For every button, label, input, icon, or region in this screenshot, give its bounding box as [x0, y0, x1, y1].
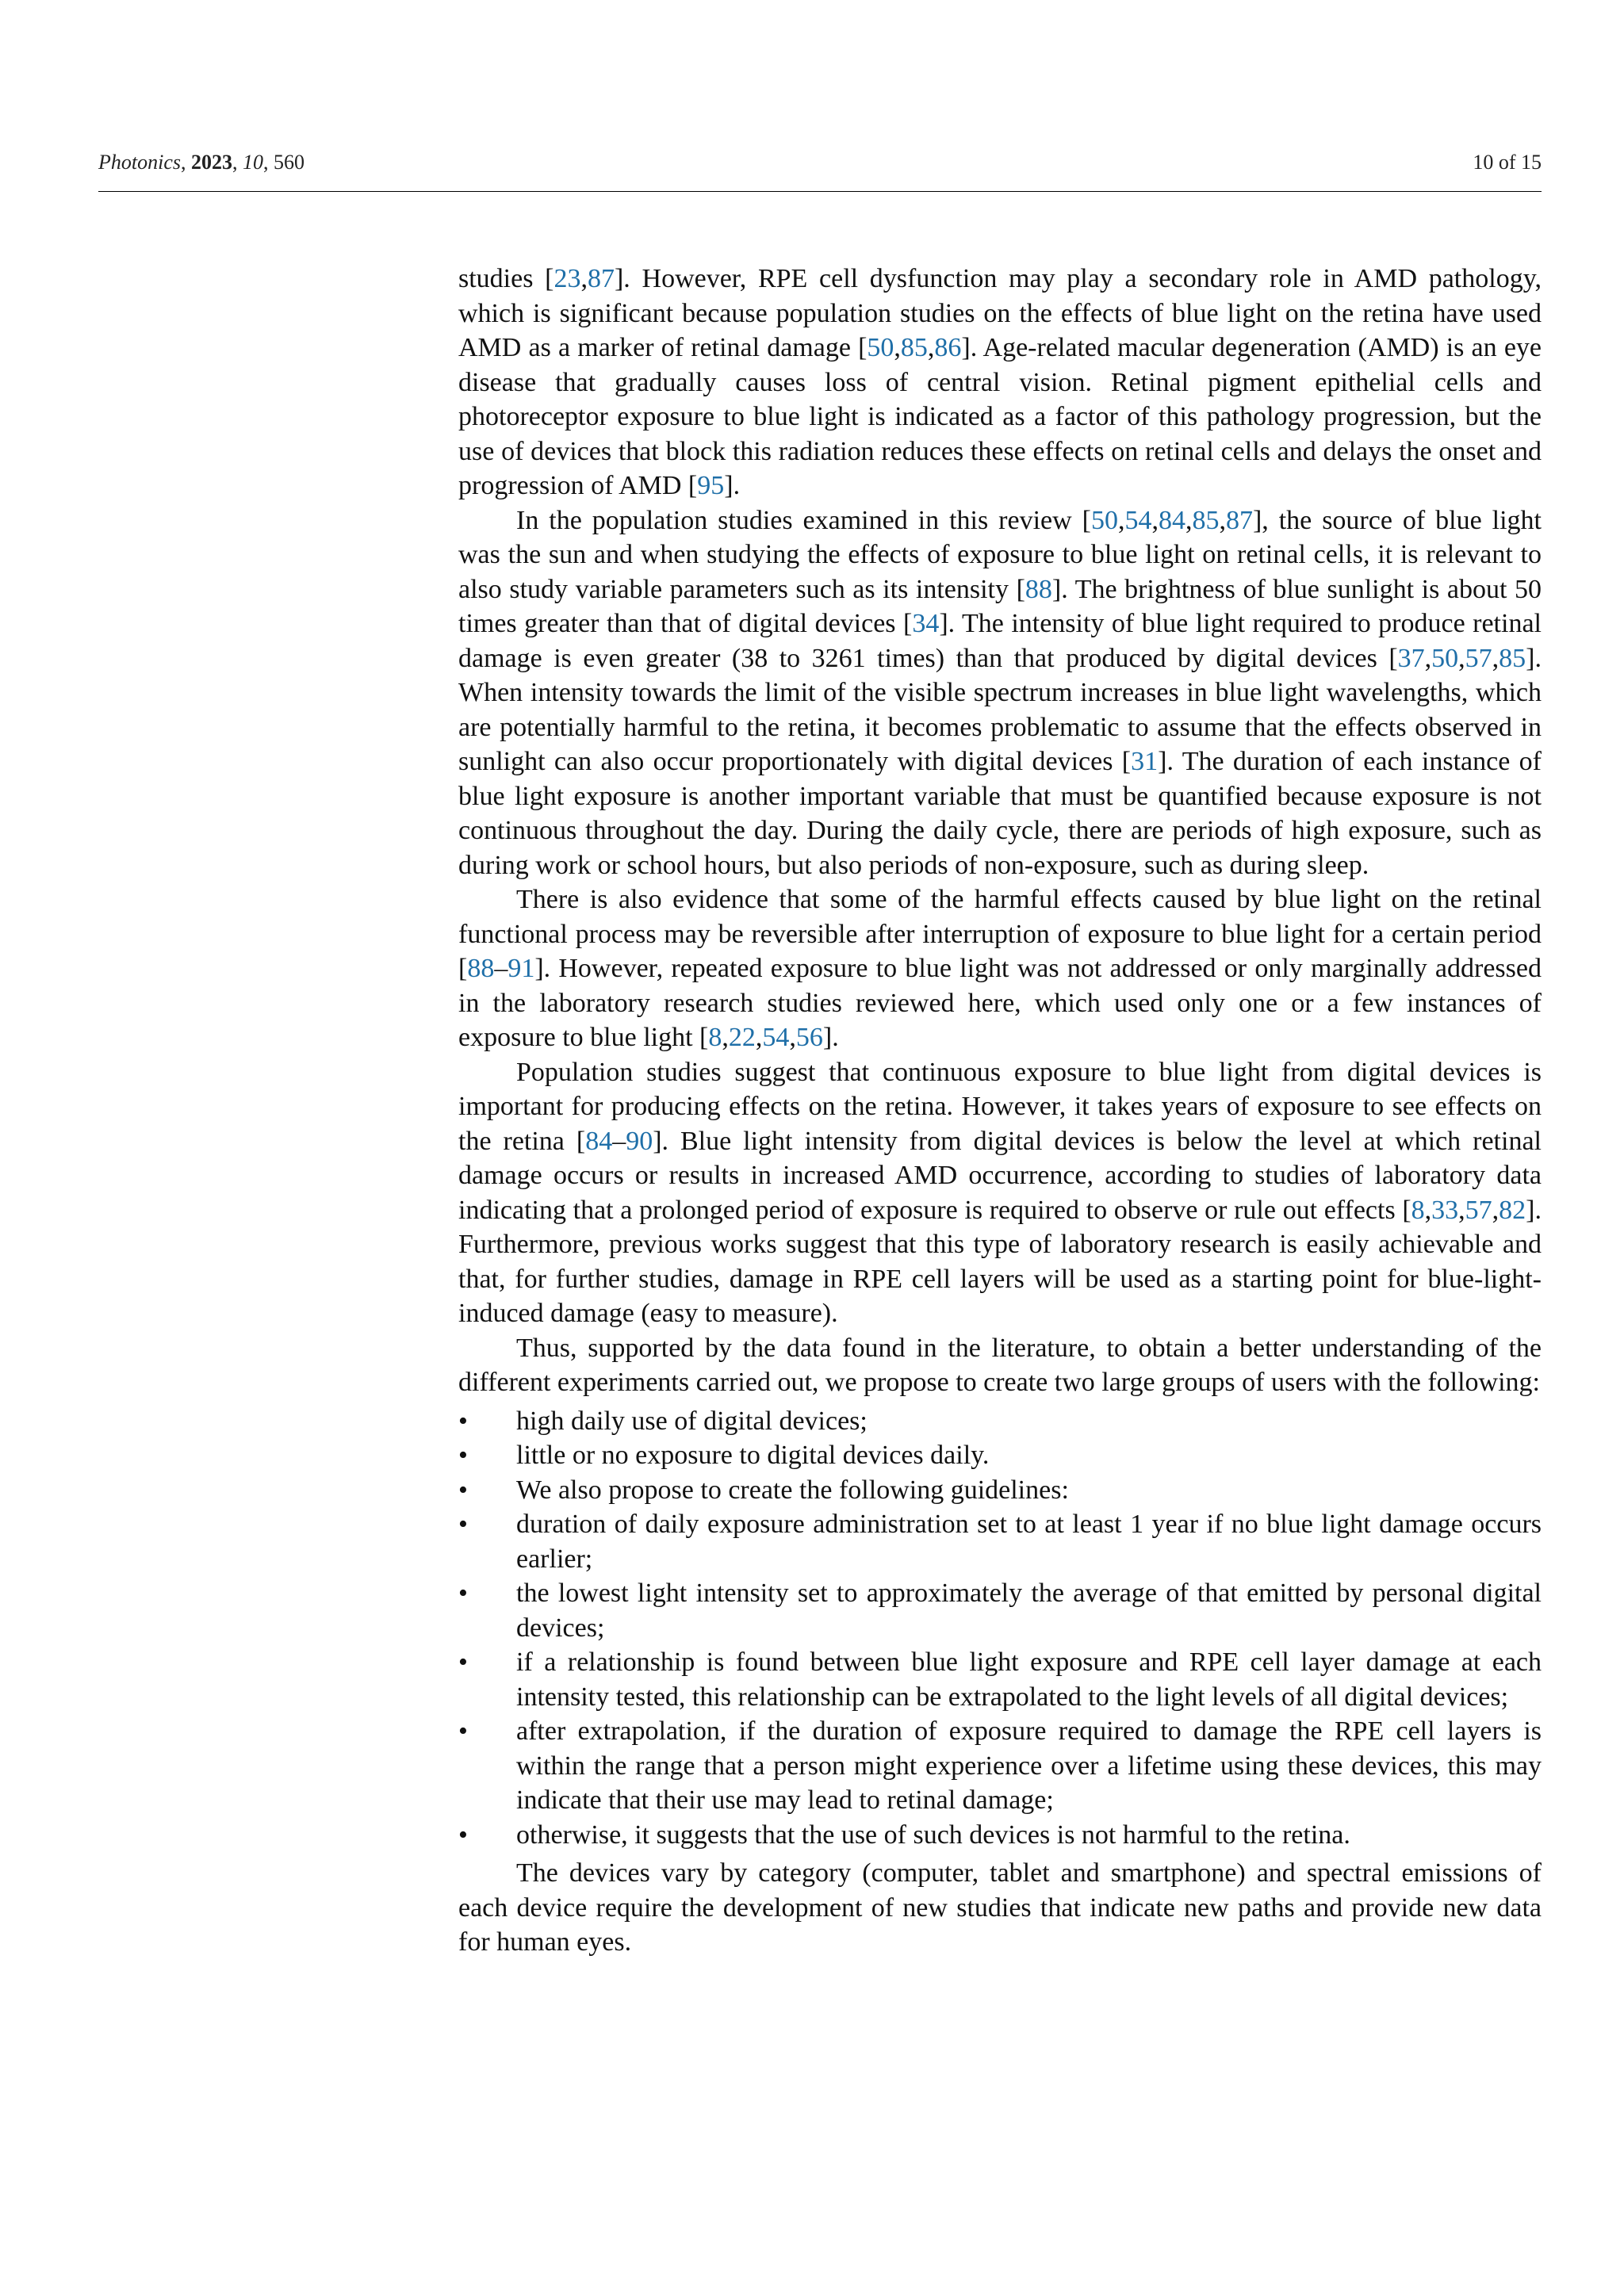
citation-link[interactable]: 8	[708, 1023, 722, 1052]
citation-link[interactable]: 86	[934, 333, 962, 362]
citation-link[interactable]: 88	[467, 954, 495, 983]
paragraph-text: ,	[722, 1023, 729, 1052]
body-paragraph	[458, 503, 1542, 883]
journal-name: Photonics	[98, 151, 181, 174]
citation-link[interactable]: 85	[1192, 505, 1220, 535]
body-paragraph	[458, 262, 1542, 503]
citation-link[interactable]: 31	[1131, 747, 1159, 776]
citation-link[interactable]: 57	[1465, 1195, 1492, 1225]
paragraph-text: In the population studies examined in this review [	[516, 505, 1091, 535]
paragraph-text: ]. The intensity of blue light required to produce retinal damage is even greater (38 to 3261 times) than that produced by digital devices [	[458, 609, 1542, 673]
closing-paragraph: The devices vary by category (computer, tablet and smartphone) and spectral emissions of each device require the development of new studies that indicate new paths and provide new data for human eyes.	[458, 1858, 1542, 1957]
body-paragraphs	[458, 262, 1542, 1400]
citation-link[interactable]: 54	[1124, 505, 1152, 535]
paragraph-text: ].	[822, 1023, 839, 1052]
journal-citation: Photonics, 2023, 10, 560	[98, 151, 304, 174]
list-item-text: high daily use of digital devices;	[516, 1406, 868, 1436]
list-item	[458, 1473, 1542, 1508]
paragraph-text: ]. Furthermore, previous works suggest that this type of laboratory research is easily achievable and that, for further studies, damage in RPE cell layers will be used as a starting point for blue-light-induced damage (easy to measure).	[458, 1195, 1542, 1328]
bullet-icon: •	[458, 1406, 468, 1436]
citation-link[interactable]: 50	[867, 333, 894, 362]
paragraph-text: ,	[789, 1023, 796, 1052]
body-paragraph	[458, 1055, 1542, 1331]
paragraph-text: ]. However, RPE cell dysfunction may play a secondary role in AMD pathology, which is significant because population studies on the effects of blue light on the retina have used AMD as a marker of retinal damage [	[458, 264, 1542, 362]
paragraph-text: ]. The duration of each instance of blue light exposure is another important variable that must be quantified because exposure is not continuous throughout the day. During the daily cycle, there are periods of high exposure, such as during work or school hours, but also periods of non-exposure, such as during sleep.	[458, 747, 1542, 880]
citation-link[interactable]: 84	[1158, 505, 1185, 535]
bullet-icon: •	[458, 1441, 468, 1470]
bullet-icon: •	[458, 1716, 468, 1746]
list-item-text: after extrapolation, if the duration of exposure required to damage the RPE cell layers is within the range that a person might experience over a lifetime using these devices, this may indicate that their use may lead to retinal damage;	[516, 1716, 1542, 1815]
paragraph-text: ]. The brightness of blue sunlight is about 50 times greater than that of digital devices [	[458, 574, 1542, 638]
paragraph-text: ,	[1424, 643, 1432, 673]
article-number: 560	[274, 151, 304, 174]
list-item-text: if a relationship is found between blue light exposure and RPE cell layer damage at each intensity tested, this relationship can be extrapolated to the light levels of all digital devices;	[516, 1647, 1542, 1712]
list-item-text: duration of daily exposure administration set to at least 1 year if no blue light damage occurs earlier;	[516, 1510, 1542, 1574]
guideline-list	[458, 1404, 1542, 1853]
paragraph-text: ]. However, repeated exposure to blue light was not addressed or only marginally addressed in the laboratory research studies reviewed here, which used only one or a few instances of exposure to blue light [	[458, 954, 1542, 1052]
list-item-text: We also propose to create the following guidelines:	[516, 1475, 1069, 1505]
paragraph-text: –	[612, 1126, 626, 1156]
citation-link[interactable]: 56	[795, 1023, 823, 1052]
citation-link[interactable]: 22	[728, 1023, 756, 1052]
citation-link[interactable]: 87	[587, 264, 615, 293]
journal-volume: 10	[243, 151, 263, 174]
citation-link[interactable]: 57	[1465, 643, 1492, 673]
citation-link[interactable]: 95	[697, 471, 725, 500]
page-number: 10 of 15	[1473, 151, 1542, 174]
list-item	[458, 1576, 1542, 1645]
paragraph-text: There is also evidence that some of the harmful effects caused by blue light on the retinal functional process may be reversible after interruption of exposure to blue light for a certain period [	[458, 885, 1542, 983]
list-item-text: the lowest light intensity set to approximately the average of that emitted by personal digital devices;	[516, 1578, 1542, 1643]
paragraph-text: studies [	[458, 264, 554, 293]
citation-link[interactable]: 91	[508, 954, 535, 983]
paragraph-text: ,	[1117, 505, 1125, 535]
citation-link[interactable]: 84	[585, 1126, 613, 1156]
journal-year: 2023	[191, 151, 232, 174]
body-paragraph	[458, 882, 1542, 1055]
paragraph-text: ].	[724, 471, 741, 500]
citation-link[interactable]: 50	[1431, 643, 1459, 673]
paragraph-text: ,	[894, 333, 901, 362]
paragraph-text: ,	[1458, 643, 1465, 673]
paragraph-text: ]. When intensity towards the limit of the visible spectrum increases in blue light wavelengths, which are potentially harmful to the retina, it becomes problematic to assume that the effects observed in sunlight can also occur proportionately with digital devices [	[458, 643, 1542, 776]
paragraph-text: ], the source of blue light was the sun and when studying the effects of exposure to blue light on retinal cells, it is relevant to also study variable parameters such as its intensity [	[458, 505, 1542, 604]
paragraph-text: ,	[1185, 505, 1193, 535]
citation-link[interactable]: 90	[626, 1126, 653, 1156]
paragraph-text: ,	[1151, 505, 1159, 535]
paragraph-text: ]. Age-related macular degeneration (AMD) is an eye disease that gradually causes loss of central vision. Retinal pigment epithelial cells and photoreceptor exposure to blue light is indicated as a factor of this pathology progression, but the use of devices that block this radiation reduces these effects on retinal cells and delays the onset and progression of AMD [	[458, 333, 1542, 500]
paragraph-text: ,	[927, 333, 935, 362]
citation-link[interactable]: 88	[1025, 574, 1052, 604]
citation-link[interactable]: 54	[762, 1023, 790, 1052]
bullet-icon: •	[458, 1578, 468, 1608]
paragraph-text: Population studies suggest that continuous exposure to blue light from digital devices is important for producing effects on the retina. However, it takes years of exposure to see effects on the retina [	[458, 1057, 1542, 1156]
citation-link[interactable]: 82	[1499, 1195, 1526, 1225]
list-item	[458, 1507, 1542, 1576]
paragraph-text: ,	[1219, 505, 1226, 535]
paragraph-text: ,	[755, 1023, 763, 1052]
citation-link[interactable]: 37	[1397, 643, 1425, 673]
body-paragraph	[458, 1331, 1542, 1400]
paragraph-text: ,	[1424, 1195, 1432, 1225]
list-item	[458, 1438, 1542, 1473]
list-item	[458, 1818, 1542, 1853]
article-body	[458, 262, 1542, 1960]
citation-link[interactable]: 8	[1411, 1195, 1425, 1225]
bullet-icon: •	[458, 1510, 468, 1539]
bullet-icon: •	[458, 1647, 468, 1677]
list-item	[458, 1645, 1542, 1714]
citation-link[interactable]: 85	[1499, 643, 1526, 673]
paragraph-text: –	[494, 954, 508, 983]
bullet-icon: •	[458, 1820, 468, 1850]
list-item-text: little or no exposure to digital devices daily.	[516, 1441, 990, 1470]
list-item-text: otherwise, it suggests that the use of such devices is not harmful to the retina.	[516, 1820, 1350, 1850]
list-item	[458, 1714, 1542, 1818]
paragraph-text: ]. Blue light intensity from digital devices is below the level at which retinal damage occurs or results in increased AMD occurrence, according to studies of laboratory data indicating that a prolonged period of exposure is required to observe or rule out effects [	[458, 1126, 1542, 1225]
citation-link[interactable]: 34	[912, 609, 940, 638]
paragraph-text: Thus, supported by the data found in the literature, to obtain a better understanding of the different experiments carried out, we propose to create two large groups of users with the following:	[458, 1333, 1542, 1397]
citation-link[interactable]: 33	[1431, 1195, 1459, 1225]
citation-link[interactable]: 50	[1090, 505, 1118, 535]
paragraph-text: ,	[1492, 1195, 1500, 1225]
paragraph-text: ,	[580, 264, 588, 293]
citation-link[interactable]: 23	[553, 264, 581, 293]
bullet-icon: •	[458, 1475, 468, 1505]
list-item	[458, 1404, 1542, 1439]
paragraph-text: ,	[1492, 643, 1500, 673]
paragraph-text: ,	[1458, 1195, 1465, 1225]
header-rule	[98, 191, 1542, 192]
citation-link[interactable]: 85	[900, 333, 928, 362]
citation-link[interactable]: 87	[1225, 505, 1253, 535]
